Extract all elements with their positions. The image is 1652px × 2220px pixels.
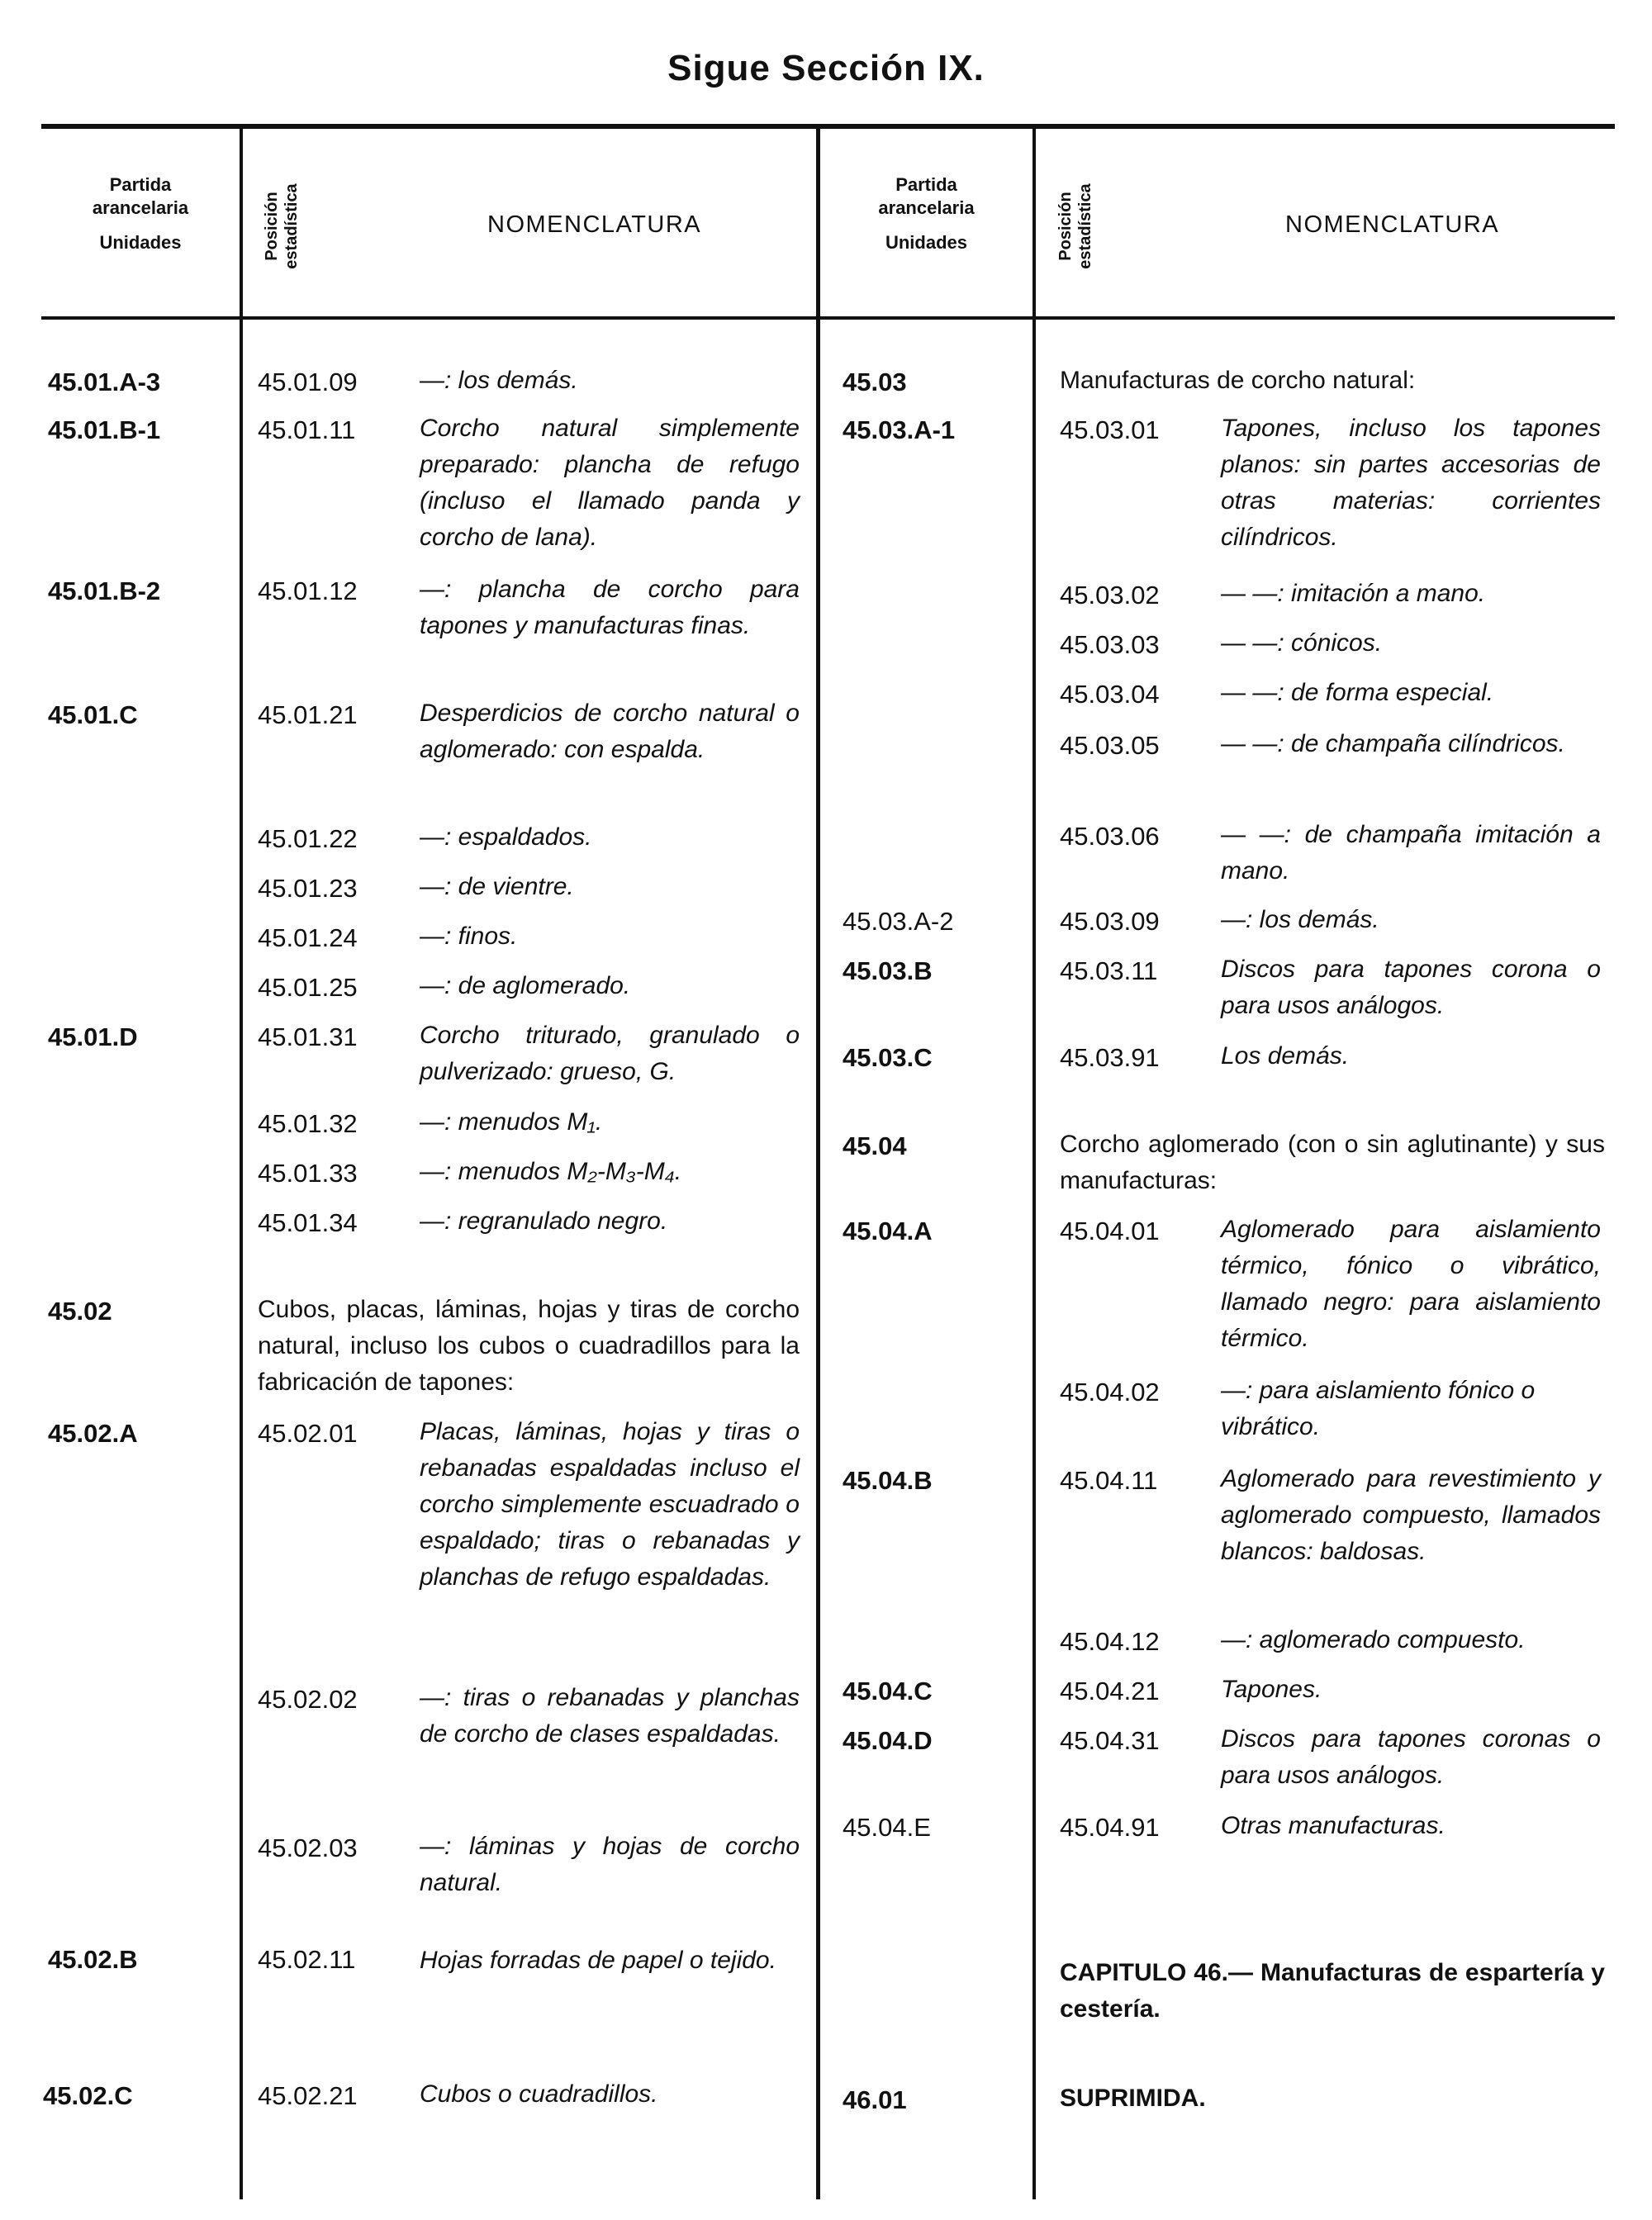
partida-code: 45.04 xyxy=(843,1131,907,1160)
header-units: Unidades xyxy=(885,232,968,253)
partida-code: 45.04.D xyxy=(843,1726,933,1755)
posicion-code: 45.02.11 xyxy=(258,1945,356,1974)
partida-code: 45.01.D xyxy=(48,1022,138,1051)
posicion-code: 45.04.21 xyxy=(1060,1677,1160,1705)
nomenclatura-text: Cubos o cuadradillos. xyxy=(420,2080,658,2108)
posicion-code: 45.04.91 xyxy=(1060,1813,1160,1842)
posicion-code: 45.03.91 xyxy=(1060,1043,1160,1072)
nomenclatura-text: —: espaldados. xyxy=(420,823,592,851)
posicion-code: 45.03.04 xyxy=(1060,680,1160,709)
partida-code: 45.01.A-3 xyxy=(48,368,161,396)
nomenclatura-text: —: finos. xyxy=(420,923,518,950)
column-divider xyxy=(240,126,243,2199)
header-bottom-rule xyxy=(41,316,1615,320)
nomenclatura-text: Corcho natural simplemente preparado: plancha de refugo (incluso el llamado panda y corcho de lana). xyxy=(420,415,800,551)
nomenclatura-text: Corcho triturado, granulado o pulverizado: grueso, G. xyxy=(420,1022,800,1085)
nomenclatura-text: Desperdicios de corcho natural o aglomerado: con espalda. xyxy=(420,700,800,763)
nomenclatura-text: —: los demás. xyxy=(1221,906,1379,933)
partida-code: 45.02.C xyxy=(43,2081,133,2110)
nomenclatura-text: —: tiras o rebanadas y planchas de corcho de clases espaldadas. xyxy=(420,1684,800,1748)
posicion-code: 45.02.02 xyxy=(258,1685,358,1714)
nomenclatura-text: Discos para tapones corona o para usos análogos. xyxy=(1221,956,1601,1019)
posicion-code: 45.01.31 xyxy=(258,1022,358,1051)
posicion-code: 45.01.09 xyxy=(258,368,358,396)
partida-code: 45.03.A-2 xyxy=(843,907,954,936)
column-divider xyxy=(1032,126,1036,2199)
posicion-code: 45.03.02 xyxy=(1060,581,1160,610)
header-posicion-right xyxy=(1056,152,1105,301)
posicion-code: 45.01.34 xyxy=(258,1208,358,1237)
partida-code: 45.01.B-2 xyxy=(48,576,161,605)
page-title: Sigue Sección IX. xyxy=(667,48,985,88)
nomenclatura-text: Discos para tapones coronas o para usos análogos. xyxy=(1221,1725,1601,1789)
posicion-code: 45.03.09 xyxy=(1060,907,1160,936)
posicion-code: 45.01.12 xyxy=(258,576,358,605)
nomenclatura-text: Tapones. xyxy=(1221,1676,1322,1703)
posicion-code: 45.04.01 xyxy=(1060,1217,1160,1245)
nomenclatura-text: Placas, láminas, hojas y tiras o rebanadas espaldadas incluso el corcho simplemente escuadrado o espaldado; tiras o rebanadas y planchas de refugo espaldadas. xyxy=(420,1418,800,1591)
partida-code: 45.01.C xyxy=(48,700,138,729)
partida-code: 45.01.B-1 xyxy=(48,415,161,444)
partida-code: 45.03 xyxy=(843,368,907,396)
posicion-code: 45.02.01 xyxy=(258,1419,358,1448)
header-posicion-line: Posición xyxy=(1056,192,1075,261)
posicion-code: 45.01.32 xyxy=(258,1109,358,1138)
nomenclatura-text: —: regranulado negro. xyxy=(420,1207,668,1235)
nomenclatura-text: Cubos, placas, láminas, hojas y tiras de corcho natural, incluso los cubos o cuadradillos para la fabricación de tapones: xyxy=(258,1296,800,1396)
header-nomenclatura-left: NOMENCLATURA xyxy=(487,211,702,238)
nomenclatura-text: —: menudos M₁. xyxy=(420,1108,603,1136)
posicion-code: 45.01.23 xyxy=(258,874,358,903)
nomenclatura-text: Corcho aglomerado (con o sin aglutinante) y sus manufacturas: xyxy=(1060,1131,1605,1194)
partida-code: 45.03.A-1 xyxy=(843,415,956,444)
column-divider xyxy=(816,126,820,2199)
posicion-code: 45.02.03 xyxy=(258,1833,358,1862)
partida-code: 45.04.B xyxy=(843,1466,933,1495)
header-partida-line: Partida xyxy=(895,174,957,195)
nomenclatura-text: —: plancha de corcho para tapones y manufacturas finas. xyxy=(420,576,800,639)
nomenclatura-text: Tapones, incluso los tapones planos: sin partes accesorias de otras materias: corrientes cilíndricos. xyxy=(1221,415,1601,551)
header-partida-line: Partida xyxy=(109,174,172,195)
nomenclatura-text: Aglomerado para revestimiento y aglomerado compuesto, llamados blancos: baldosas. xyxy=(1221,1465,1601,1565)
nomenclatura-text: SUPRIMIDA. xyxy=(1060,2085,1206,2112)
header-partida-left xyxy=(41,173,240,254)
nomenclatura-text: Otras manufacturas. xyxy=(1221,1812,1446,1839)
nomenclatura-text: Los demás. xyxy=(1221,1042,1350,1070)
posicion-code: 45.01.11 xyxy=(258,415,356,444)
header-partida-right xyxy=(820,173,1032,254)
nomenclatura-text: — —: cónicos. xyxy=(1221,629,1383,657)
posicion-code: 45.03.03 xyxy=(1060,630,1160,659)
nomenclatura-text: — —: de champaña imitación a mano. xyxy=(1221,821,1601,885)
nomenclatura-text: Hojas forradas de papel o tejido. xyxy=(420,1947,776,1974)
nomenclatura-text: — —: de forma especial. xyxy=(1221,679,1494,706)
partida-code: 45.04.E xyxy=(843,1813,931,1842)
posicion-code: 45.03.01 xyxy=(1060,415,1160,444)
posicion-code: 45.04.02 xyxy=(1060,1378,1160,1406)
partida-code: 45.02.B xyxy=(48,1945,138,1974)
nomenclatura-text: —: para aislamiento fónico o vibrático. xyxy=(1221,1377,1536,1440)
partida-code: 46.01 xyxy=(843,2085,907,2114)
posicion-code: 45.01.24 xyxy=(258,923,358,952)
nomenclatura-text: Aglomerado para aislamiento térmico, fónico o vibrático, llamado negro: para aislamiento térmico. xyxy=(1221,1216,1601,1352)
partida-code: 45.04.A xyxy=(843,1217,933,1245)
partida-code: 45.02.A xyxy=(48,1419,138,1448)
header-nomenclatura-right: NOMENCLATURA xyxy=(1285,211,1500,238)
nomenclatura-text: —: de aglomerado. xyxy=(420,972,631,999)
header-posicion-line: Posición xyxy=(263,192,281,261)
partida-code: 45.03.B xyxy=(843,956,933,985)
header-posicion-line: estadística xyxy=(1076,183,1094,269)
posicion-code: 45.01.25 xyxy=(258,973,358,1002)
partida-code: 45.03.C xyxy=(843,1043,933,1072)
posicion-code: 45.01.21 xyxy=(258,700,358,729)
posicion-code: 45.04.31 xyxy=(1060,1726,1160,1755)
nomenclatura-text: —: menudos M₂-M₃-M₄. xyxy=(420,1158,682,1185)
nomenclatura-text: —: aglomerado compuesto. xyxy=(1221,1626,1526,1653)
header-partida-line: arancelaria xyxy=(878,197,975,218)
header-units: Unidades xyxy=(99,232,182,253)
header-posicion-line: estadística xyxy=(282,183,301,269)
nomenclatura-text: —: de vientre. xyxy=(420,873,574,900)
posicion-code: 45.03.05 xyxy=(1060,731,1160,760)
nomenclatura-text: — —: imitación a mano. xyxy=(1221,580,1486,607)
posicion-code: 45.01.33 xyxy=(258,1159,358,1188)
nomenclatura-text: Manufacturas de corcho natural: xyxy=(1060,367,1416,394)
posicion-code: 45.04.11 xyxy=(1060,1466,1158,1495)
posicion-code: 45.04.12 xyxy=(1060,1627,1160,1656)
nomenclatura-text: —: láminas y hojas de corcho natural. xyxy=(420,1833,800,1896)
chapter-heading: CAPITULO 46.— Manufacturas de espartería y cestería. xyxy=(1060,1959,1605,2023)
header-partida-line: arancelaria xyxy=(92,197,189,218)
posicion-code: 45.03.06 xyxy=(1060,822,1160,851)
posicion-code: 45.01.22 xyxy=(258,824,358,853)
posicion-code: 45.03.11 xyxy=(1060,956,1158,985)
posicion-code: 45.02.21 xyxy=(258,2081,358,2110)
table-top-rule xyxy=(41,124,1615,129)
header-posicion-left xyxy=(262,152,311,301)
nomenclatura-text: — —: de champaña cilíndricos. xyxy=(1221,730,1565,757)
partida-code: 45.04.C xyxy=(843,1677,933,1705)
partida-code: 45.02 xyxy=(48,1297,112,1326)
nomenclatura-text: —: los demás. xyxy=(420,367,578,394)
